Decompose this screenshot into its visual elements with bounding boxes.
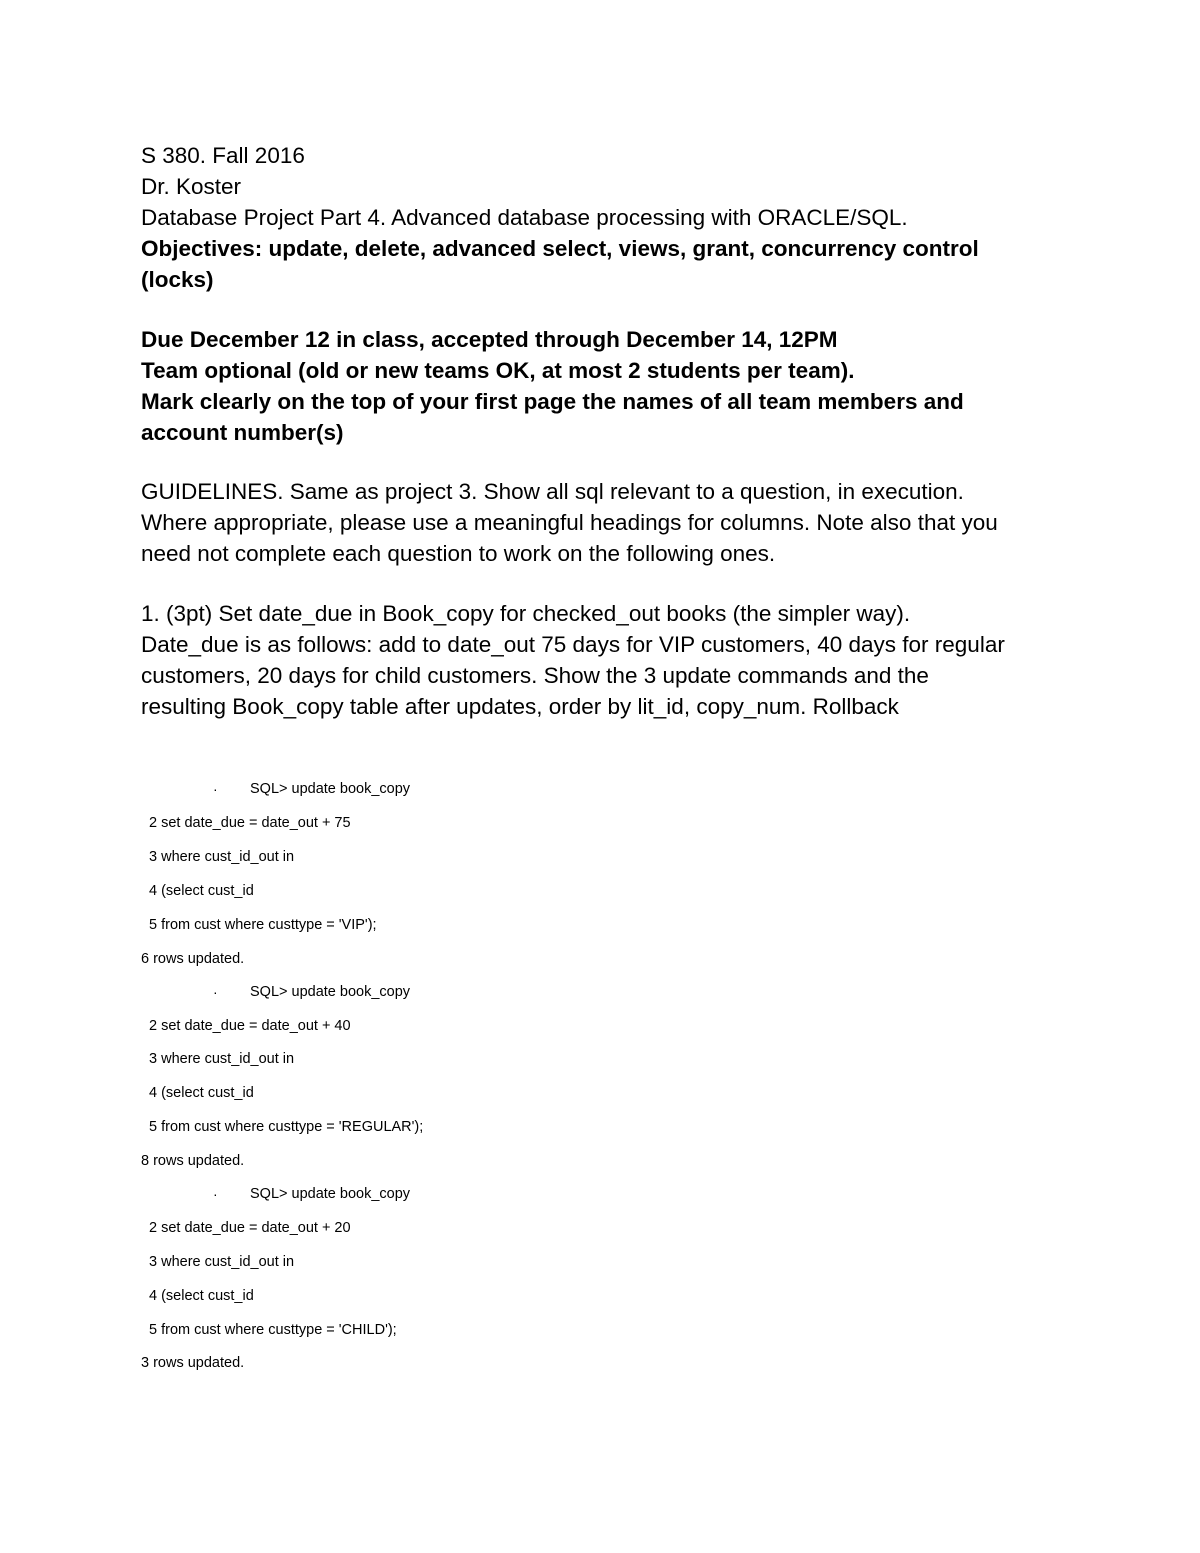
instructor-line: Dr. Koster xyxy=(141,174,242,199)
team-line: Team optional (old or new teams OK, at most 2 students per team). xyxy=(141,358,855,383)
sql-line: SQL> update book_copy xyxy=(250,1186,411,1202)
sql-result: 6 rows updated. xyxy=(141,951,245,967)
objectives-line-2: (locks) xyxy=(141,267,214,292)
sql-line: 2 set date_due = date_out + 40 xyxy=(149,1018,351,1034)
sql-line: 5 from cust where custtype = 'REGULAR'); xyxy=(149,1119,424,1135)
sql-line: 3 where cust_id_out in xyxy=(149,1254,295,1270)
sql-line: 2 set date_due = date_out + 20 xyxy=(149,1220,351,1236)
bullet-icon: · xyxy=(213,781,218,797)
sql-line: SQL> update book_copy xyxy=(250,984,411,1000)
guidelines-line-1: GUIDELINES. Same as project 3. Show all sql relevant to a question, in execution. xyxy=(141,479,964,504)
sql-line: SQL> update book_copy xyxy=(250,781,411,797)
project-title: Database Project Part 4. Advanced database processing with ORACLE/SQL. xyxy=(141,205,908,230)
sql-line: 4 (select cust_id xyxy=(149,1085,254,1101)
question1-line-3: customers, 20 days for child customers. Show the 3 update commands and the xyxy=(141,663,929,688)
mark-line-1: Mark clearly on the top of your first page the names of all team members and xyxy=(141,389,964,414)
question1-line-1: 1. (3pt) Set date_due in Book_copy for checked_out books (the simpler way). xyxy=(141,601,911,626)
bullet-icon: · xyxy=(213,984,218,1000)
sql-line: 2 set date_due = date_out + 75 xyxy=(149,815,351,831)
sql-line: 4 (select cust_id xyxy=(149,883,254,899)
course-line: S 380. Fall 2016 xyxy=(141,143,305,168)
sql-line: 4 (select cust_id xyxy=(149,1288,254,1304)
guidelines-line-3: need not complete each question to work on the following ones. xyxy=(141,541,776,566)
sql-line: 5 from cust where custtype = 'CHILD'); xyxy=(149,1322,397,1338)
due-line: Due December 12 in class, accepted through December 14, 12PM xyxy=(141,327,838,352)
sql-result: 3 rows updated. xyxy=(141,1355,245,1371)
sql-line: 3 where cust_id_out in xyxy=(149,849,295,865)
question1-line-2: Date_due is as follows: add to date_out 75 days for VIP customers, 40 days for regular xyxy=(141,632,1005,657)
objectives-line-1: Objectives: update, delete, advanced select, views, grant, concurrency control xyxy=(141,236,979,261)
question1-line-4: resulting Book_copy table after updates, order by lit_id, copy_num. Rollback xyxy=(141,694,899,719)
sql-result: 8 rows updated. xyxy=(141,1153,245,1169)
sql-line: 3 where cust_id_out in xyxy=(149,1051,295,1067)
guidelines-line-2: Where appropriate, please use a meaningful headings for columns. Note also that you xyxy=(141,510,998,535)
sql-line: 5 from cust where custtype = 'VIP'); xyxy=(149,917,377,933)
bullet-icon: · xyxy=(213,1186,218,1202)
mark-line-2: account number(s) xyxy=(141,420,344,445)
